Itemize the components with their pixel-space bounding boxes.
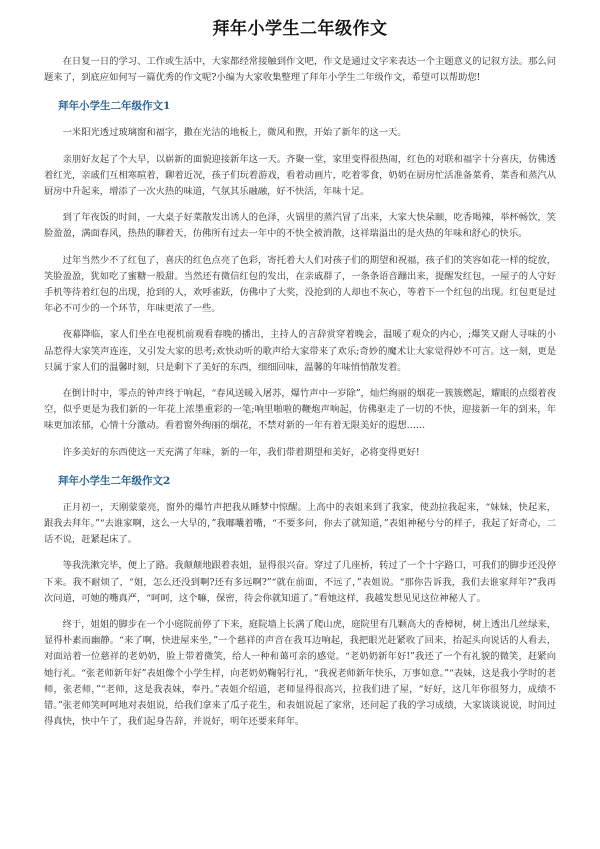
section-1-paragraph-7: 许多美好的东西使这一天充满了年味，新的一年，我们带着期望和美好，必将变得更好!: [62, 446, 420, 458]
section-1-paragraph-2: 亲朋好友起了个大早，以崭新的面貌迎接新年这一天。齐聚一堂，家里变得很热闹，红色的对联和福字十分喜庆，仿佛透着红光，亲戚们互相寒暄着，聊着近况，孩子们玩着游戏，看着动画片，吃着零食，奶奶在厨房忙活准备菜肴，菜香和蒸汽从厨房中升起来，增添了一次火热的味道，气氛其乐融融，好不快活，年味十足。: [44, 153, 556, 198]
section-1-paragraph-4: 过年当然少不了红包了，喜庆的红色点亮了色彩，寄托着大人们对孩子们的期望和祝福，孩子们的笑容如花一样的绽放，笑脸盈盈，犹如吃了蜜糖一般甜。当然还有微信红包的发出，在亲戚群了，一条条语音蹦出来，提醒发红包，一屋子的人守好手机等待着红包的出现，抢到的人，欢呼雀跃，仿佛中了大奖，没抢到的人却也不灰心，等着下一个红包的出现。红包更是过年必不可少的一个环节，年味更浓了一些。: [44, 254, 556, 315]
document-title: 拜年小学生二年级作文: [212, 19, 388, 39]
section-1-paragraph-1: 一米阳光透过玻璃窗和福字，撒在光洁的地板上，微风和煦，开始了新年的这一天。: [62, 127, 407, 139]
section-2-heading: 拜年小学生二年级作文2: [58, 474, 171, 487]
section-2-paragraph-1: 正月初一，天刚蒙蒙亮，窗外的爆竹声把我从睡梦中惊醒。上高中的表姐来到了我家，使劲拉我起来，“妹妹，快起来，跟我去拜年。”“去谁家啊，这么一大早的，”我嘟囔着嘴，“不要多问，你去了就知道，”表姐神秘兮兮的样子，我起了好奇心，二话不说，赶紧起床了。: [44, 501, 556, 546]
section-2-paragraph-3: 终于，姐姐的脚步在一个小庭院前停了下来，庭院墙上长满了爬山虎，庭院里有几颗高大的香樟树，树上透出几丝绿来，显得朴素而幽静。“来了啊，快进屋来坐，”一个慈祥的声音在我耳边响起，我把眼光赶紧收了回来，抬起头向说话的人看去，对面站着一位慈祥的老奶奶，脸上带着微笑，给人一种和蔼可亲的感觉。“老奶奶新年好!”我还了一个有礼貌的微笑，赶紧向她行礼。“张老师新年好”表姐像个小学生样，向老奶奶鞠躬行礼，“我祝老师新年快乐，万事如意。”“表妹，这是我小学时的老师，张老师，”“老师，这是我表妹，奉丹。”表姐介绍道，老师显得很高兴，拉我们进了屋，“好好，这几年你很努力，成绩不错。”张老师笑呵呵地对表姐说，给我们拿来了瓜子花生，和表姐说起了家常，还问起了我的学习成绩，大家谈谈说说，时间过得真快，快中午了，我们起身告辞，并说好，明年还要来拜年。: [44, 619, 556, 728]
section-1-paragraph-6: 在倒计时中，零点的钟声终于响起，“春风送暖入屠苏，爆竹声中一岁除”，灿烂绚丽的烟花一簇簇燃起，耀眼的点缀着夜空，似乎更是为我们新的一年花上浓墨重彩的一笔;响里啪啦的鞭炮声响起，仿佛驱走了一切的不快，迎接新一年的到来，年味更加浓郁，心情十分激动。看着窗外绚丽的烟花，不禁对新的一年有着无限美好的遐想……: [44, 388, 556, 432]
section-1-paragraph-3: 到了年夜饭的时间，一大桌子好菜散发出诱人的色泽，火锅里的蒸汽冒了出来，大家大快朵颐，吃香喝辣，举杯畅饮，笑脸盈盈，满面春风，热热的聊着天，仿佛所有过去一年中的不快全被消散，这祥瑞溢出的是火热的年味和舒心的快乐。: [44, 212, 556, 240]
section-1-paragraph-5: 夜幕降临，家人们坐在电视机前观看春晚的播出，主持人的言辞赏穿着晚会，温暖了观众的内心，;爆笑又耐人寻味的小品惹得大家笑声连连，又引发大家的思考;欢快动听的歌声给大家带来了欢乐;奇妙的魔术让大家觉得妙不可言。这一刻，更是只属于家人们的温馨时刻，只是剩下了美好的东西，细细回味，温馨的年味悄悄散发着。: [44, 329, 556, 373]
section-1-heading: 拜年小学生二年级作文1: [58, 100, 171, 113]
intro-paragraph: 在日复一日的学习、工作或生活中，大家都经常接触到作文吧，作文是通过文字来表达一个主题意义的记叙方法。那么问题来了，到底应如何写一篇优秀的作文呢?小编为大家收集整理了拜年小学生二年级作文，希望可以帮助您!: [44, 56, 556, 84]
section-2-paragraph-2: 等我洗漱完毕，便上了路。我颠颠地跟着表姐，显得很兴奋。穿过了几座桥，转过了一个十字路口，可我们的脚步还没停下来。我不耐烦了，“姐，怎么还没到啊?还有多远啊?”“就在前面，不远了，”表姐说。“那你告诉我，我们去谁家拜年?”我再次问道，可她的嘴真严，“呵呵，这个嘛，保密，待会你就知道了。”看她这样，我越发想见见这位神秘人了。: [44, 560, 556, 604]
